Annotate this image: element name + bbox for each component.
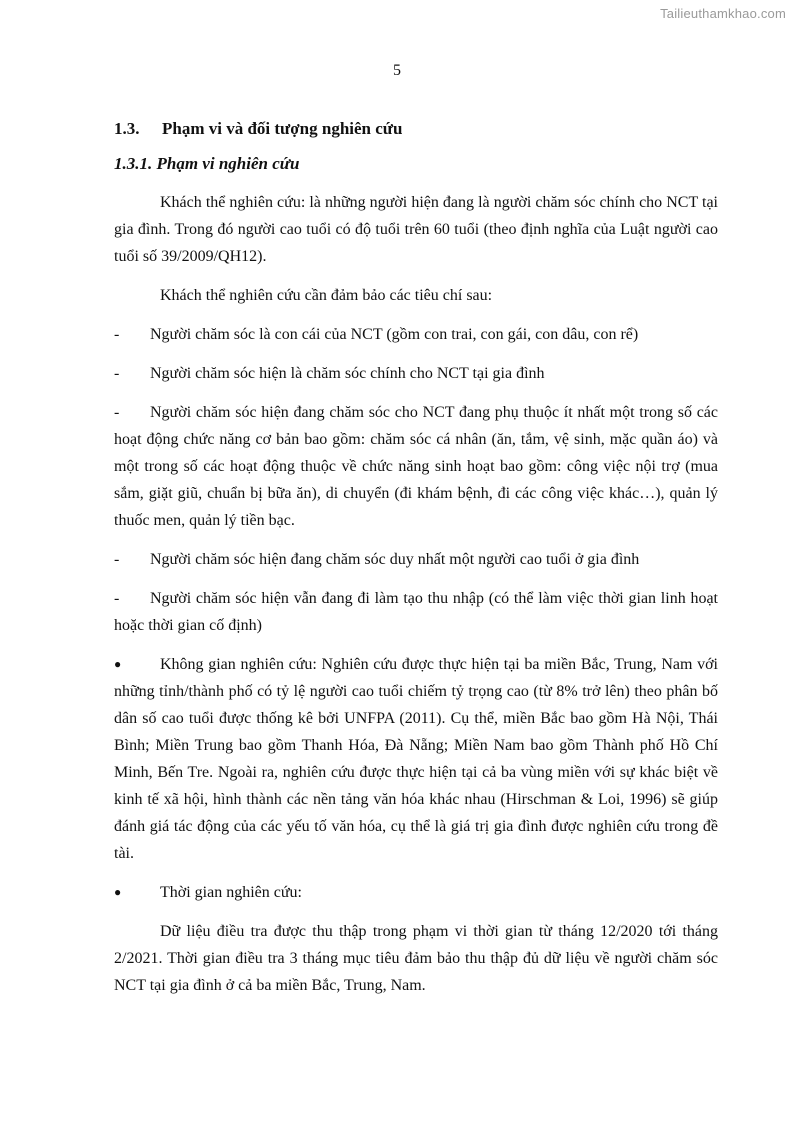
section-title: Phạm vi và đối tượng nghiên cứu — [162, 119, 403, 138]
dash-marker: - — [114, 326, 120, 344]
paragraph-subject: Khách thể nghiên cứu: là những người hiện đang là người chăm sóc chính cho NCT tại gia đình. Trong đó người cao tuổi có độ tuổi trên 60 tuổi (theo định nghĩa của Luật người cao tuổi số 39/2009/QH12). — [114, 194, 718, 266]
bullet-icon: ● — [114, 657, 122, 672]
list-item — [114, 546, 718, 573]
section-heading — [114, 118, 718, 140]
dash-marker: - — [114, 404, 120, 422]
bullet-space-text: Không gian nghiên cứu: Nghiên cứu được thực hiện tại ba miền Bắc, Trung, Nam với những tỉnh/thành phố có tỷ lệ người cao tuổi chiếm tỷ trọng cao (từ 8% trở lên) theo phân bố dân số cao tuổi được thống kê bởi UNFPA (2011). Cụ thể, miền Bắc bao gồm Hà Nội, Thái Bình; Miền Trung bao gồm Thanh Hóa, Đà Nẵng; Miền Nam bao gồm Thành phố Hồ Chí Minh, Bến Tre. Ngoài ra, nghiên cứu được thực hiện tại cả ba vùng miền với sự khác biệt về kinh tế xã hội, hình thành các nền tảng văn hóa khác nhau (Hirschman & Loi, 1996) sẽ giúp đánh giá tác động của các yếu tố văn hóa, cụ thể là giá trị gia đình được nghiên cứu trong đề tài. — [114, 656, 718, 863]
list-item — [114, 399, 718, 534]
document-body — [114, 118, 718, 1011]
list-item-text: Người chăm sóc hiện là chăm sóc chính cho NCT tại gia đình — [150, 365, 545, 383]
watermark: Tailieuthamkhao.com — [660, 6, 786, 21]
list-item — [114, 585, 718, 639]
list-item — [114, 321, 718, 348]
bullet-time-text: Thời gian nghiên cứu: — [160, 884, 302, 902]
paragraph-time: Dữ liệu điều tra được thu thập trong phạm vi thời gian từ tháng 12/2020 tới tháng 2/2021. Thời gian điều tra 3 tháng mục tiêu đảm bảo thu thập đủ dữ liệu về người chăm sóc NCT tại gia đình ở cả ba miền Bắc, Trung, Nam. — [114, 923, 718, 995]
subsection-heading: 1.3.1. Phạm vi nghiên cứu — [114, 154, 300, 174]
list-item-text: Người chăm sóc hiện đang chăm sóc duy nhất một người cao tuổi ở gia đình — [150, 551, 640, 569]
page-number: 5 — [393, 62, 401, 79]
paragraph-criteria-intro: Khách thể nghiên cứu cần đảm bảo các tiêu chí sau: — [160, 287, 493, 305]
list-item — [114, 360, 718, 387]
list-item-text: Người chăm sóc hiện vẫn đang đi làm tạo thu nhập (có thể làm việc thời gian linh hoạt hoặc thời gian cố định) — [114, 590, 718, 635]
section-number: 1.3. — [114, 119, 140, 138]
bullet-time — [114, 879, 718, 906]
dash-marker: - — [114, 590, 120, 608]
dash-marker: - — [114, 551, 120, 569]
bullet-icon: ● — [114, 885, 122, 900]
list-item-text: Người chăm sóc là con cái của NCT (gồm con trai, con gái, con dâu, con rể) — [150, 326, 639, 344]
dash-marker: - — [114, 365, 120, 383]
list-item-text: Người chăm sóc hiện đang chăm sóc cho NCT đang phụ thuộc ít nhất một trong số các hoạt động chức năng cơ bản bao gồm: chăm sóc cá nhân (ăn, tắm, vệ sinh, mặc quần áo) và một trong số các hoạt động thuộc về chức năng sinh hoạt bao gồm: công việc nội trợ (mua sắm, giặt giũ, chuẩn bị bữa ăn), di chuyển (đi khám bệnh, đi các công việc khác…), quản lý thuốc men, quản lý tiền bạc. — [114, 404, 718, 530]
bullet-space — [114, 651, 718, 867]
